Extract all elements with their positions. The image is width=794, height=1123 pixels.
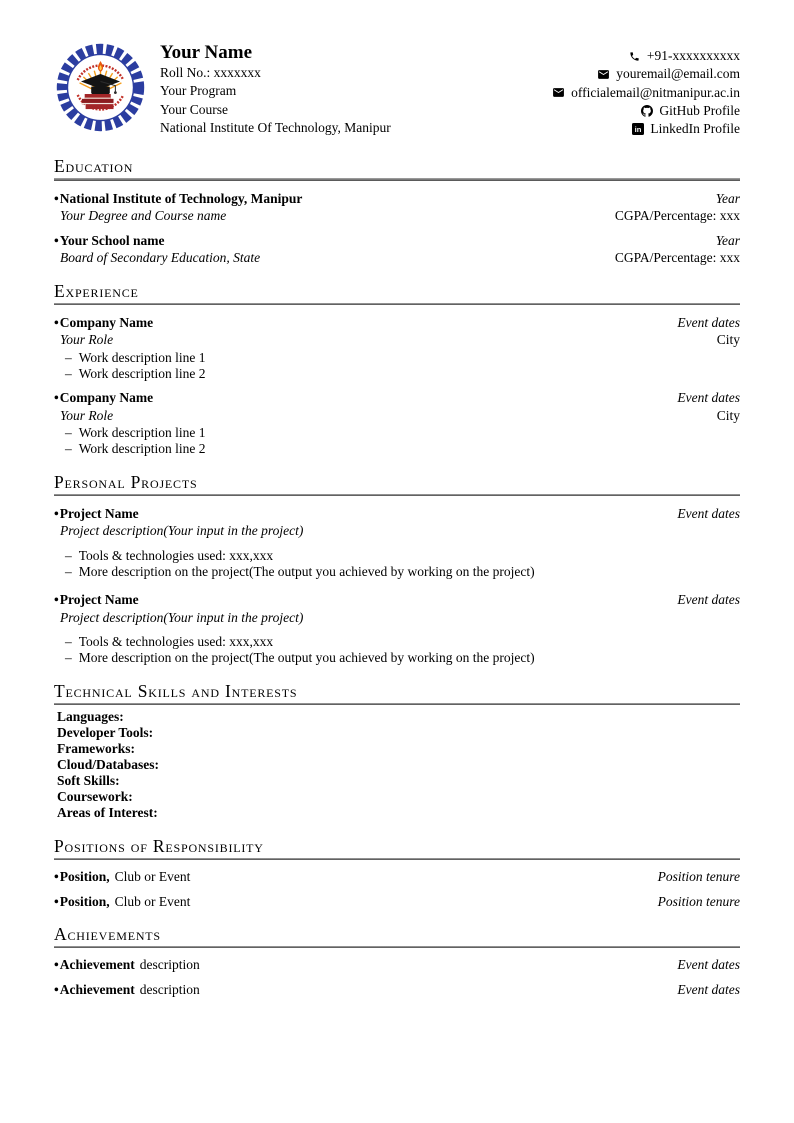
position-tenure: Position tenure: [657, 868, 740, 884]
education-score: CGPA/Percentage: xxx: [614, 250, 740, 266]
section-title-education: Education: [54, 156, 134, 177]
bullet-marker: •: [54, 314, 59, 330]
official-email-row[interactable]: [552, 84, 740, 102]
section-projects: [54, 473, 740, 667]
work-description: – Work description line 2: [65, 366, 206, 382]
company-name: Company Name: [59, 390, 154, 406]
linkedin-profile-link[interactable]: LinkedIn Profile: [650, 121, 740, 137]
skill-row-developer-tools: Developer Tools:: [57, 724, 154, 740]
dash-marker: –: [65, 366, 72, 382]
company-name: Company Name: [59, 314, 154, 330]
dash-marker: –: [65, 349, 72, 365]
experience-role: Your Role: [60, 332, 114, 348]
section-title-achievements: Achievements: [54, 924, 161, 945]
skill-row-languages: Languages:: [57, 708, 124, 724]
skill-row-soft-skills: Soft Skills:: [57, 773, 120, 789]
education-item: [54, 232, 740, 267]
project-detail: – Tools & technologies used: xxx,xxx: [65, 634, 274, 650]
dash-marker: –: [65, 547, 72, 563]
bullet-marker: •: [54, 390, 59, 406]
personal-email-row[interactable]: [552, 65, 740, 83]
phone-row: [552, 47, 740, 65]
education-item: [54, 190, 740, 225]
roll-number: Roll No.: xxxxxxx: [160, 65, 261, 80]
envelope-icon: [597, 68, 610, 81]
github-profile-link[interactable]: GitHub Profile: [659, 102, 740, 118]
section-rule: [54, 946, 740, 948]
bullet-marker: •: [54, 592, 59, 608]
achievement-dates: Event dates: [677, 982, 740, 998]
section-experience: [54, 282, 740, 458]
achievement-item: [54, 956, 740, 974]
section-education: [54, 157, 740, 266]
project-item: [54, 505, 740, 580]
project-dates: Event dates: [677, 592, 740, 608]
phone-icon: [628, 51, 641, 62]
skill-row-areas-of-interest: Areas of Interest:: [57, 805, 158, 821]
svg-text:in: in: [634, 125, 642, 135]
achievement-item: [54, 981, 740, 999]
project-description: Project description(Your input in the project): [60, 609, 304, 625]
github-row[interactable]: [552, 102, 740, 120]
experience-dates: Event dates: [677, 390, 740, 406]
dash-marker: –: [65, 564, 72, 580]
work-description: – Work description line 1: [65, 425, 206, 441]
achievement-desc: description: [139, 957, 200, 973]
bullet-marker: •: [54, 893, 59, 909]
section-rule: [54, 858, 740, 860]
dash-marker: –: [65, 650, 72, 666]
section-rule: [54, 494, 740, 496]
header: [54, 40, 740, 138]
position-tenure: Position tenure: [657, 893, 740, 909]
bullet-marker: •: [54, 505, 59, 521]
position-item: [54, 893, 740, 911]
experience-item: [54, 314, 740, 382]
work-description: – Work description line 1: [65, 349, 206, 365]
official-email[interactable]: officialemail@nitmanipur.ac.in: [571, 84, 740, 100]
position-title: Position,: [59, 893, 110, 909]
bullet-marker: •: [54, 957, 59, 973]
section-skills: [54, 682, 740, 822]
project-name: Project Name: [59, 505, 139, 521]
project-description: Project description(Your input in the project): [60, 523, 304, 539]
project-dates: Event dates: [677, 505, 740, 521]
position-org: Club or Event: [114, 868, 191, 884]
section-rule: [54, 703, 740, 705]
education-institution: National Institute of Technology, Manipur: [59, 190, 303, 206]
achievement-dates: Event dates: [677, 957, 740, 973]
experience-item: [54, 389, 740, 457]
project-item: [54, 591, 740, 666]
bullet-marker: •: [54, 982, 59, 998]
section-positions: [54, 837, 740, 911]
achievement-title: Achievement: [59, 982, 135, 998]
education-degree: Your Degree and Course name: [60, 208, 227, 224]
position-org: Club or Event: [114, 893, 191, 909]
project-detail: – More description on the project(The output you achieved by working on the project): [65, 564, 535, 580]
position-item: [54, 868, 740, 886]
skill-row-frameworks: Frameworks:: [57, 741, 135, 757]
linkedin-row[interactable]: [552, 120, 740, 138]
institute-seal-icon: [54, 41, 147, 134]
education-year: Year: [715, 232, 740, 248]
experience-role: Your Role: [60, 407, 114, 423]
experience-city: City: [716, 407, 740, 423]
linkedin-icon: [631, 123, 644, 135]
education-degree: Board of Secondary Education, State: [60, 250, 261, 266]
course: Your Course: [160, 101, 229, 117]
section-rule: [54, 178, 740, 180]
phone-number: +91-xxxxxxxxxx: [646, 48, 740, 63]
bullet-marker: •: [54, 232, 59, 248]
education-year: Year: [715, 190, 740, 206]
section-title-projects: Personal Projects: [54, 471, 198, 492]
dash-marker: –: [65, 441, 72, 457]
section-rule: [54, 303, 740, 305]
contact-block: [552, 40, 740, 138]
education-institution: Your School name: [59, 232, 165, 248]
project-name: Project Name: [59, 592, 139, 608]
personal-email[interactable]: youremail@email.com: [616, 66, 740, 82]
project-detail: – Tools & technologies used: xxx,xxx: [65, 547, 274, 563]
section-title-experience: Experience: [54, 280, 139, 301]
section-title-skills: Technical Skills and Interests: [54, 680, 298, 701]
skill-row-cloud-databases: Cloud/Databases:: [57, 757, 160, 773]
experience-city: City: [716, 332, 740, 348]
section-title-positions: Positions of Responsibility: [54, 835, 264, 856]
position-title: Position,: [59, 868, 110, 884]
project-detail: – More description on the project(The output you achieved by working on the project): [65, 650, 535, 666]
github-icon: [640, 105, 653, 117]
dash-marker: –: [65, 634, 72, 650]
achievement-title: Achievement: [59, 957, 135, 973]
experience-dates: Event dates: [677, 314, 740, 330]
dash-marker: –: [65, 425, 72, 441]
person-name: Your Name: [160, 42, 253, 63]
section-achievements: [54, 925, 740, 999]
skill-row-coursework: Coursework:: [57, 789, 133, 805]
bullet-marker: •: [54, 868, 59, 884]
education-score: CGPA/Percentage: xxx: [614, 208, 740, 224]
bullet-marker: •: [54, 190, 59, 206]
nit-manipur-logo: [54, 41, 147, 134]
envelope-icon: [552, 86, 565, 99]
achievement-desc: description: [139, 982, 200, 998]
header-identity: [147, 40, 552, 137]
work-description: – Work description line 2: [65, 441, 206, 457]
institute-name: National Institute Of Technology, Manipur: [160, 119, 391, 135]
program: Your Program: [160, 83, 237, 99]
